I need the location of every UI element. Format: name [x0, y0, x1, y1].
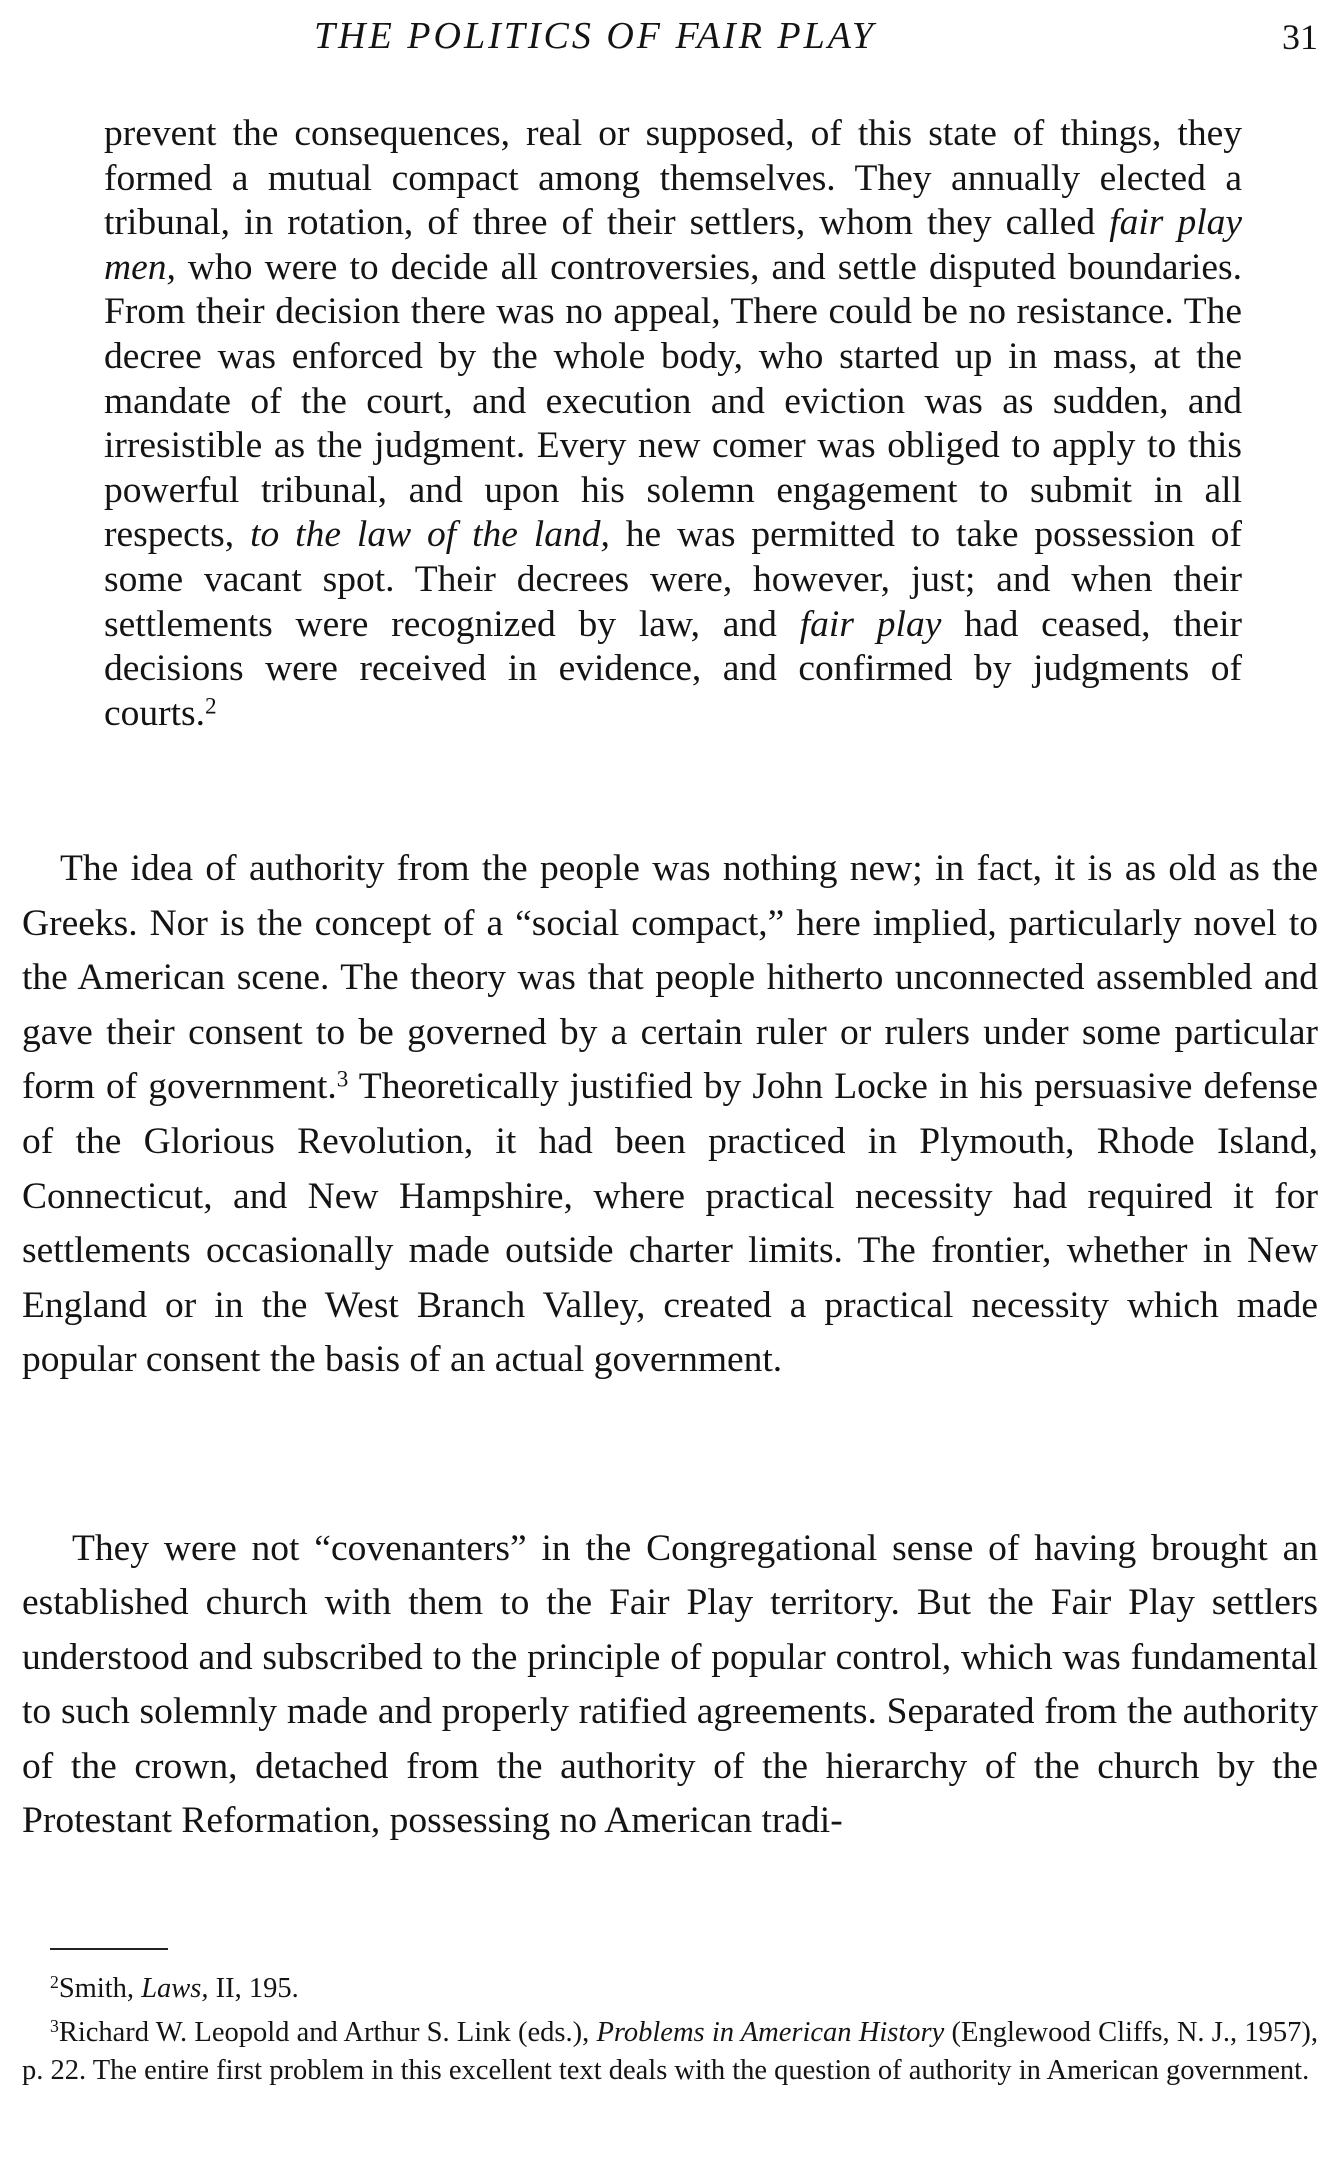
quote-text-1: prevent the consequences, real or supposed, of this state of things, they formed a mutual compact among themselves. They annually elected a tribunal, in rotation, of three of their settlers, whom they called	[104, 113, 1242, 244]
block-quote	[104, 112, 1242, 736]
footnote-text: Smith,	[58, 1973, 142, 2004]
running-title: THE POLITICS OF FAIR PLAY	[314, 15, 877, 57]
footnote-text: (Englewood Cliffs, N. J., 1957), p. 22. The entire first problem in this excellent text deals with the question of authority in American government.	[22, 2016, 1318, 2087]
quote-text-2: who were to decide all controversies, and settle disputed boundaries. From their decision there was no appeal, There could be no resistance. The decree was enforced by the whole body, who started up in mass, at the mandate of the court, and execution and eviction was as sudden, and irresistible as the judgment. Every new comer was obliged to apply to this powerful tribunal, and upon his solemn engagement to submit in all respects,	[104, 246, 1242, 556]
footnote-ref-3[interactable]: 3	[336, 1066, 349, 1093]
quote-italic-fair-play: fair play	[799, 603, 942, 645]
footnote-number: 2	[50, 1972, 59, 1993]
quote-text-3: he was permitted to take possession of some vacant spot. Their decrees were, however, just; and when their settlements were recognized by law, and	[104, 514, 1242, 645]
footnote-3	[22, 2014, 1318, 2091]
footnotes	[22, 1970, 1318, 2096]
quote-italic-fair-play-men: fair play men,	[104, 202, 1243, 288]
footnote-text: II, 195.	[208, 1973, 299, 2004]
footnote-title: Problems in American History	[596, 2016, 945, 2048]
footnote-ref-2[interactable]: 2	[205, 693, 217, 720]
footnote-divider	[50, 1948, 168, 1950]
paragraph-1-text-a: The idea of authority from the people was nothing new; in fact, it is as old as the Greeks. Nor is the concept of a “social compact,” here implied, particularly novel to the American scene. The theory was that people hitherto unconnected assembled and gave their consent to be governed by a certain ruler or rulers under some particular form of government.	[22, 848, 1318, 1108]
paragraph-1-text-b: Theoretically justified by John Locke in his persuasive defense of the Glorious Revolution, it had been practiced in Plymouth, Rhode Island, Connecticut, and New Hampshire, where practical necessity had required it for settlements occasionally made outside charter limits. The frontier, whether in New England or in the West Branch Valley, created a practical necessity which made popular consent the basis of an actual government.	[22, 1066, 1318, 1381]
page-number: 31	[1282, 17, 1318, 57]
footnote-number: 3	[50, 2015, 59, 2036]
quote-italic-law-of-the-land: to the law of the land,	[250, 514, 610, 556]
footnote-text: Richard W. Leopold and Arthur S. Link (eds.),	[58, 2016, 597, 2048]
page-header	[0, 14, 1332, 64]
footnote-title: Laws,	[141, 1973, 209, 2004]
footnote-2	[22, 1970, 1318, 2009]
body-paragraph-2: They were not “covenanters” in the Congregational sense of having brought an established church with them to the Fair Play territory. But the Fair Play settlers understood and subscribed to the principle of popular control, which was fundamental to such solemnly made and properly ratified agreements. Separated from the authority of the crown, detached from the authority of the hierarchy of the church by the Protestant Reformation, possessing no American tradi-	[22, 1528, 1318, 1842]
quote-text-4: had ceased, their decisions were received in evidence, and confirmed by judgments of courts.	[104, 603, 1242, 734]
body-paragraph-1	[22, 842, 1318, 1388]
